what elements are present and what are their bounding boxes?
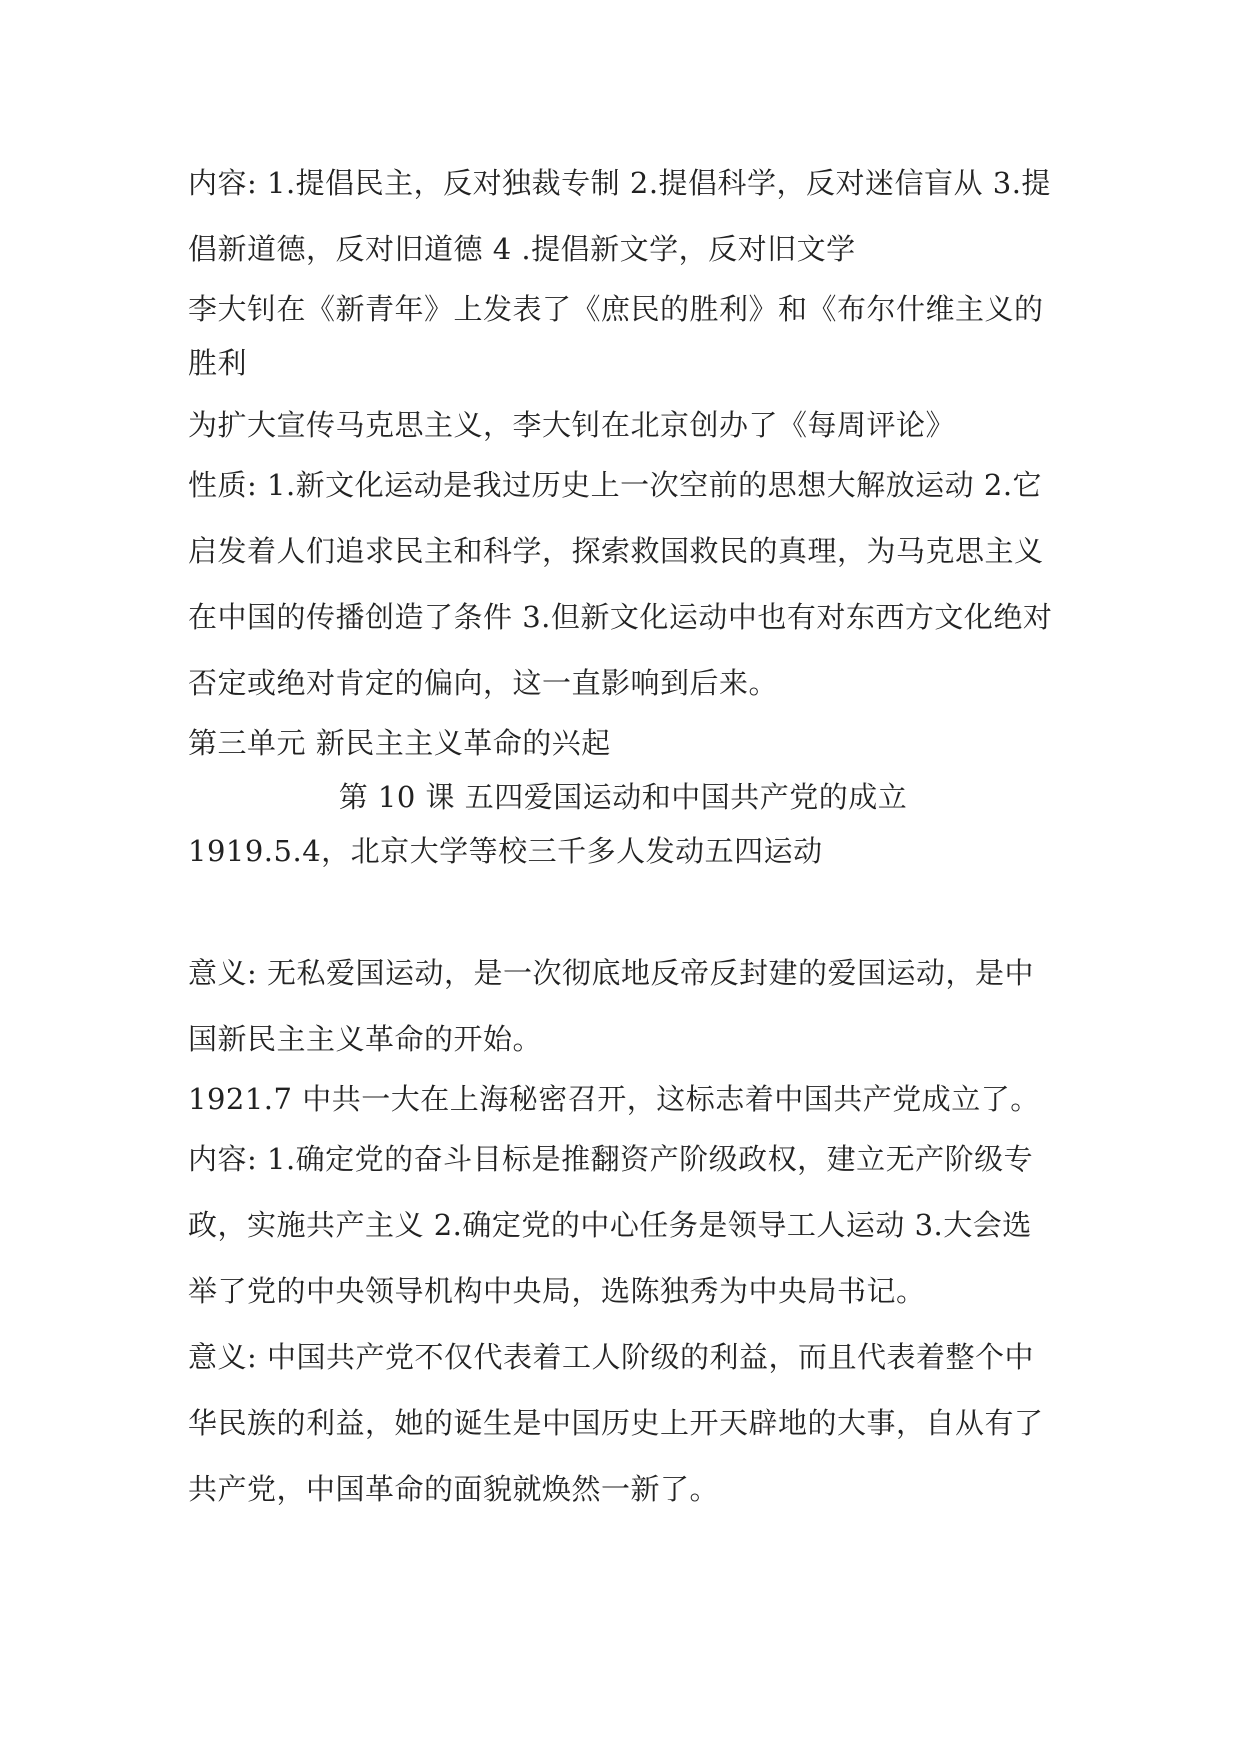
- unit-heading: 第三单元 新民主主义革命的兴起: [188, 726, 611, 760]
- paragraph-content-points: 内容: 1.提倡民主，反对独裁专制 2.提倡科学，反对迷信盲从 3.提倡新道德，反对旧道德 4 .提倡新文学，反对旧文学: [188, 166, 1051, 266]
- spacer: [188, 878, 1058, 940]
- paragraph-nature: 性质: 1.新文化运动是我过历史上一次空前的思想大解放运动 2.它启发着人们追求民主和科学，探索救国救民的真理，为马克思主义在中国的传播创造了条件 3.但新文化运动中也有对东西方文化绝对否定或绝对肯定的偏向，这一直影响到后来。: [188, 468, 1053, 700]
- document-body: [188, 150, 1058, 1522]
- paragraph-weekly-review: 为扩大宣传马克思主义，李大钊在北京创办了《每周评论》: [188, 408, 956, 442]
- spacer: [188, 390, 1058, 398]
- paragraph-li-dazhao-articles: 李大钊在《新青年》上发表了《庶民的胜利》和《布尔什维主义的胜利: [188, 292, 1044, 380]
- paragraph-may-fourth: 1919.5.4，北京大学等校三千多人发动五四运动: [188, 834, 823, 868]
- paragraph-congress-content: 内容: 1.确定党的奋斗目标是推翻资产阶级政权，建立无产阶级专政，实施共产主义 2.确定党的中心任务是领导工人运动 3.大会选举了党的中央领导机构中央局，选陈独秀为中央局书记。: [188, 1142, 1034, 1308]
- paragraph-significance-party: 意义: 中国共产党不仅代表着工人阶级的利益，而且代表着整个中华民族的利益，她的诞生是中国历史上开天辟地的大事，自从有了共产党，中国革命的面貌就焕然一新了。: [188, 1340, 1044, 1506]
- paragraph-significance-may-fourth: 意义: 无私爱国运动，是一次彻底地反帝反封建的爱国运动，是中国新民主主义革命的开始。: [188, 956, 1034, 1056]
- lesson-title: 第 10 课 五四爱国运动和中国共产党的成立: [338, 780, 908, 814]
- paragraph-first-congress: 1921.7 中共一大在上海秘密召开，这标志着中国共产党成立了。: [188, 1082, 1040, 1116]
